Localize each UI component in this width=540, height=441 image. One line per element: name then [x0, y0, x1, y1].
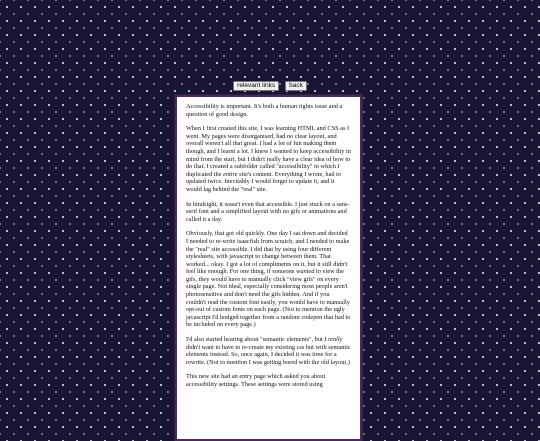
paragraph-hindsight: In hindsight, it wasn't even that accessible. I just stuck on a sans-serif font and a simplified layout with no gifs or animations and called it a day. — [186, 200, 350, 223]
back-button[interactable]: back — [285, 81, 307, 91]
relevant-links-button[interactable]: relevant links — [233, 81, 279, 91]
paragraph-rewrite: Obviously, that got old quickly. One day I sat down and decided I needed to re-write isaacfish from scratch, and I needed to make the "real" site accessible. I did that by using four different stylesheets, with javascript to change between them. That worked... okay. I got a lot of compliments on it, but it still didn't feel like enough. For one thing, if someone wanted to view the gifs, they would have to manually click "view gifs" on every single page. Not ideal, especially considering most people aren't photosensitive and don't need the gifs hidden. And if you couldn't read the custom font easily, you would have to manually opt-out of custom fonts on each page. (Not to mention the ugly javascript I'd hodged together from a random codepen that had to be included on every page.) — [186, 230, 351, 329]
paragraph-semantic: I'd also started hearing about "semantic elements", but I really didn't want to have to re-create my existing css but with semantic elements instead. So, once again, I decided it was time for a rewrite. (Not to mention I was getting bored with the old layout.) — [186, 336, 351, 366]
top-navigation — [0, 81, 540, 91]
accessibility-article — [175, 95, 362, 441]
paragraph-intro: Accessibility is important. It's both a human rights issue and a question of good design. — [186, 103, 343, 118]
paragraph-history: When I first created this site, I was learning HTML and CSS as I went. My pages were disorganised, had no clear layout, and overall weren't all that great. I had a lot of fun making them though, and I learnt a lot. I knew I wanted to keep accessibility in mind from the start, but I didn't really have a clear idea of how to do that. I created a subfolder called "accessibility" in which I duplicated the entire site's content. Everything I wrote, had to updated twice. Inevitably I would forget to update it, and it would lag behind the "real" site. — [186, 125, 351, 193]
paragraph-new-site: This new site had an entry page which asked you about accessibility settings. These settings were stored using — [186, 373, 326, 388]
